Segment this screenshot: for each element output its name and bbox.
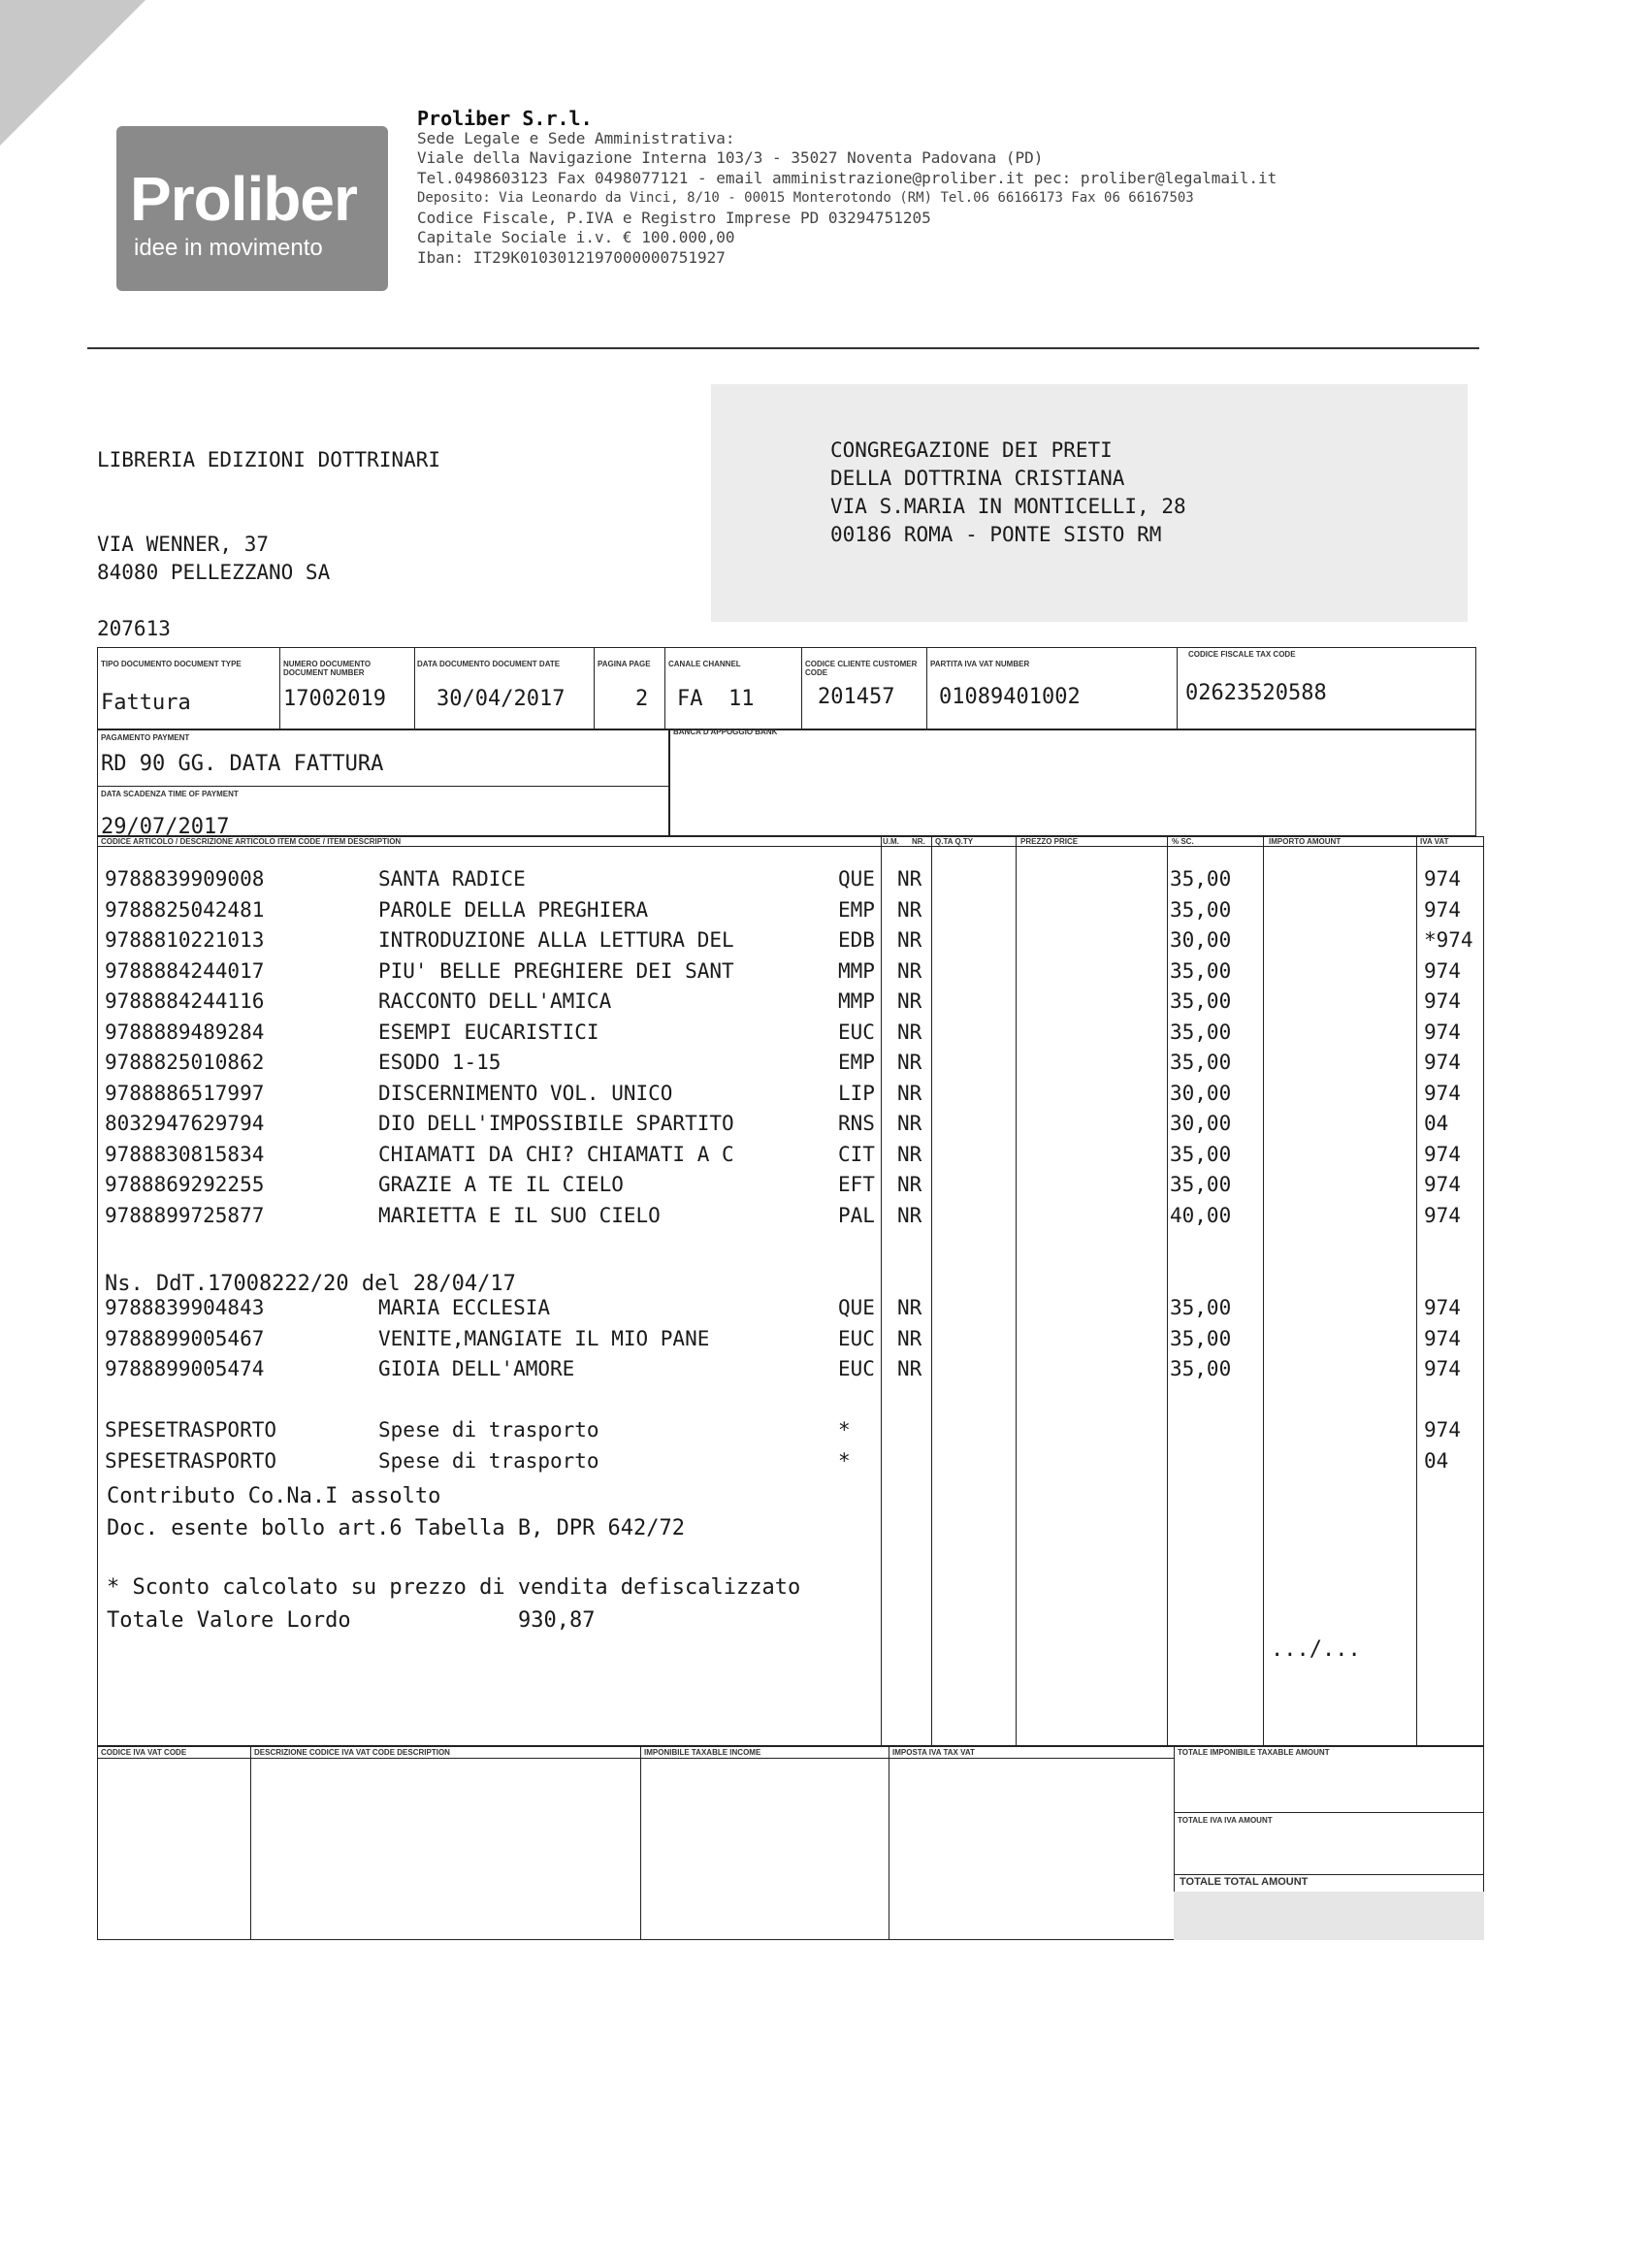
grid-line — [1174, 1874, 1484, 1875]
item-um: CIT — [838, 1142, 875, 1166]
item-nr: NR — [897, 1296, 922, 1319]
item-vat: 974 — [1424, 867, 1461, 891]
item-nr: NR — [897, 1203, 922, 1227]
item-description: RACCONTO DELL'AMICA — [378, 989, 612, 1013]
item-code: 8032947629794 — [105, 1112, 265, 1135]
company-line: Capitale Sociale i.v. € 100.000,00 — [417, 228, 735, 246]
item-description: PIU' BELLE PREGHIERE DEI SANT — [378, 958, 734, 983]
item-vat: 974 — [1424, 1173, 1461, 1196]
item-discount: 35,00 — [1170, 897, 1232, 922]
item-um: RNS — [838, 1112, 875, 1135]
gross-total-value: 930,87 — [518, 1608, 596, 1633]
item-nr: NR — [897, 1173, 922, 1196]
item-description: INTRODUZIONE ALLA LETTURA DEL — [378, 928, 734, 952]
grid-line — [97, 1758, 1174, 1759]
item-description: MARIA ECCLESIA — [378, 1296, 551, 1319]
item-discount: 35,00 — [1170, 1326, 1232, 1350]
note-conai: Contributo Co.Na.I assolto — [107, 1484, 441, 1508]
tax-code-label: CODICE FISCALE TAX CODE — [1188, 650, 1296, 659]
item-um: EUC — [838, 1326, 875, 1350]
item-discount: 35,00 — [1170, 1051, 1232, 1074]
item-vat: 04 — [1424, 1112, 1449, 1135]
item-code: 9788899725877 — [105, 1203, 265, 1227]
column-line — [1016, 836, 1017, 1746]
company-line: Tel.0498603123 Fax 0498077121 - email amministrazione@proliber.it pec: proliber@legalmail.it — [417, 168, 1277, 187]
due-date-value: 29/07/2017 — [101, 815, 230, 839]
item-vat: 974 — [1424, 897, 1461, 922]
item-um: EUC — [838, 1357, 875, 1380]
doc-date-label: DATA DOCUMENTO DOCUMENT DATE — [417, 660, 561, 668]
item-discount: 40,00 — [1170, 1203, 1232, 1227]
ddt-note: Ns. DdT.17008222/20 del 28/04/17 — [105, 1272, 516, 1296]
item-code: 9788884244017 — [105, 958, 265, 983]
item-description: PAROLE DELLA PREGHIERA — [378, 897, 649, 922]
item-description: MARIETTA E IL SUO CIELO — [378, 1203, 661, 1227]
item-description: ESEMPI EUCARISTICI — [378, 1020, 599, 1044]
gross-total-label: Totale Valore Lordo — [107, 1608, 351, 1633]
company-line: Viale della Navigazione Interna 103/3 - 35027 Noventa Padovana (PD) — [417, 148, 1044, 167]
header-divider — [87, 347, 1479, 349]
item-code: 9788899005467 — [105, 1326, 265, 1350]
company-line: Sede Legale e Sede Amministrativa: — [417, 128, 735, 147]
vat-number-value: 01089401002 — [939, 685, 1081, 709]
item-description: VENITE,MANGIATE IL MIO PANE — [378, 1326, 710, 1350]
recipient-line: VIA S.MARIA IN MONTICELLI, 28 — [830, 495, 1186, 518]
item-um: QUE — [838, 867, 875, 891]
item-nr: NR — [897, 1020, 922, 1044]
item-vat: 974 — [1424, 958, 1461, 983]
item-vat: 974 — [1424, 1296, 1461, 1319]
channel-label: CANALE CHANNEL — [668, 660, 741, 668]
item-description: GRAZIE A TE IL CIELO — [378, 1173, 624, 1196]
item-code: SPESETRASPORTO — [105, 1448, 277, 1473]
company-line: Iban: IT29K0103012197000000751927 — [417, 247, 726, 267]
item-description: SANTA RADICE — [378, 867, 526, 891]
doc-number-label: NUMERO DOCUMENTO DOCUMENT NUMBER — [283, 660, 372, 677]
column-line — [881, 836, 882, 1746]
item-nr: NR — [897, 897, 922, 922]
item-vat: 974 — [1424, 1081, 1461, 1105]
company-info — [417, 109, 1277, 268]
item-code: 9788810221013 — [105, 928, 265, 952]
item-code: 9788899005474 — [105, 1357, 265, 1380]
item-discount: 35,00 — [1170, 867, 1232, 891]
item-um: EMP — [838, 1051, 875, 1074]
item-code: 9788825010862 — [105, 1051, 265, 1074]
company-logo — [116, 126, 388, 291]
item-nr: NR — [897, 1081, 922, 1105]
item-um: EFT — [838, 1173, 875, 1196]
column-line — [931, 836, 932, 1746]
grid-line — [1177, 647, 1178, 729]
item-code: 9788839904843 — [105, 1296, 265, 1319]
sender-code: 207613 — [97, 617, 171, 640]
sender-street: VIA WENNER, 37 — [97, 533, 270, 556]
tax-label: IMPOSTA IVA TAX VAT — [892, 1748, 975, 1757]
item-code: 9788839909008 — [105, 867, 265, 891]
item-discount: 35,00 — [1170, 989, 1232, 1013]
note-bollo: Doc. esente bollo art.6 Tabella B, DPR 642/72 — [107, 1516, 686, 1540]
vat-code-label: CODICE IVA VAT CODE — [101, 1748, 187, 1757]
item-nr: NR — [897, 1051, 922, 1074]
due-date-label: DATA SCADENZA TIME OF PAYMENT — [101, 790, 239, 798]
item-nr: NR — [897, 928, 922, 952]
vat-number-label: PARTITA IVA VAT NUMBER — [930, 660, 1030, 668]
item-nr: NR — [897, 867, 922, 891]
col-code-desc: CODICE ARTICOLO / DESCRIZIONE ARTICOLO ITEM CODE / ITEM DESCRIPTION — [101, 837, 402, 846]
item-um: MMP — [838, 958, 875, 983]
item-nr: NR — [897, 1326, 922, 1350]
item-vat: 974 — [1424, 989, 1461, 1013]
doc-type-label: TIPO DOCUMENTO DOCUMENT TYPE — [101, 660, 242, 668]
recipient-line: 00186 ROMA - PONTE SISTO RM — [830, 523, 1162, 546]
company-line: Codice Fiscale, P.IVA e Registro Imprese PD 03294751205 — [417, 208, 931, 227]
item-code: 9788884244116 — [105, 989, 265, 1013]
sender-name: LIBRERIA EDIZIONI DOTTRINARI — [97, 448, 441, 471]
grid-line — [97, 786, 669, 787]
column-header-line — [97, 846, 1484, 847]
item-description: Spese di trasporto — [378, 1448, 599, 1473]
bank-box — [669, 729, 1476, 836]
grid-line — [279, 647, 280, 729]
grid-line — [926, 647, 927, 729]
item-description: CHIAMATI DA CHI? CHIAMATI A C — [378, 1142, 734, 1166]
item-discount: 35,00 — [1170, 1357, 1232, 1380]
item-code: 9788825042481 — [105, 897, 265, 922]
item-nr: NR — [897, 958, 922, 983]
item-um: QUE — [838, 1296, 875, 1319]
item-vat: 974 — [1424, 1020, 1461, 1044]
item-description: ESODO 1-15 — [378, 1051, 501, 1074]
bank-label: BANCA D'APPOGGIO BANK — [673, 728, 778, 736]
payment-label: PAGAMENTO PAYMENT — [101, 733, 190, 742]
col-qty: Q.TA Q.TY — [935, 837, 974, 846]
item-vat: 974 — [1424, 1203, 1461, 1227]
column-line — [1263, 836, 1264, 1746]
doc-date-value: 30/04/2017 — [436, 687, 566, 711]
col-price: PREZZO PRICE — [1020, 837, 1079, 846]
taxable-label: IMPONIBILE TAXABLE INCOME — [644, 1748, 761, 1757]
grid-line — [1174, 1812, 1484, 1813]
item-discount: 35,00 — [1170, 1296, 1232, 1319]
company-line: Deposito: Via Leonardo da Vinci, 8/10 - 00015 Monterotondo (RM) Tel.06 66166173 Fax 06 66167503 — [417, 190, 1194, 206]
item-description: GIOIA DELL'AMORE — [378, 1357, 575, 1380]
item-vat: 974 — [1424, 1357, 1461, 1380]
item-discount: 30,00 — [1170, 1081, 1232, 1105]
item-um: EMP — [838, 897, 875, 922]
page-label: PAGINA PAGE — [598, 660, 651, 668]
item-code: 9788886517997 — [105, 1081, 265, 1105]
recipient-line: CONGREGAZIONE DEI PRETI — [830, 438, 1113, 462]
col-vat: IVA VAT — [1420, 837, 1449, 846]
logo-tagline: idee in movimento — [134, 235, 323, 261]
page-fold — [0, 0, 146, 146]
item-nr: NR — [897, 989, 922, 1013]
page-value: 2 — [635, 687, 649, 711]
item-discount: 30,00 — [1170, 928, 1232, 952]
item-um: EDB — [838, 928, 875, 952]
total-amount-shade — [1174, 1892, 1484, 1940]
column-line — [250, 1746, 251, 1940]
item-vat: *974 — [1424, 928, 1473, 952]
item-vat: 04 — [1424, 1448, 1449, 1473]
item-discount: 35,00 — [1170, 958, 1232, 983]
continuation-mark: .../... — [1271, 1637, 1361, 1662]
column-line — [1167, 836, 1168, 1746]
item-vat: 974 — [1424, 1051, 1461, 1074]
item-nr: NR — [897, 1357, 922, 1380]
item-description: Spese di trasporto — [378, 1418, 599, 1442]
tax-code-value: 02623520588 — [1185, 681, 1327, 705]
item-nr: NR — [897, 1142, 922, 1166]
doc-type-value: Fattura — [101, 691, 191, 715]
grid-line — [801, 647, 802, 729]
total-taxable-label: TOTALE IMPONIBILE TAXABLE AMOUNT — [1178, 1748, 1330, 1757]
col-discount: % SC. — [1172, 837, 1194, 846]
column-line — [640, 1746, 641, 1940]
grid-line — [414, 647, 415, 729]
channel-value: FA 11 — [677, 687, 755, 711]
total-vat-label: TOTALE IVA IVA AMOUNT — [1178, 1816, 1273, 1825]
sender-city: 84080 PELLEZZANO SA — [97, 561, 331, 584]
item-code: 9788869292255 — [105, 1173, 265, 1196]
recipient-address — [830, 437, 1186, 549]
sender-address — [97, 446, 440, 643]
item-um: * — [838, 1418, 851, 1442]
grid-line — [594, 647, 595, 729]
col-amount: IMPORTO AMOUNT — [1269, 837, 1342, 846]
vat-desc-label: DESCRIZIONE CODICE IVA VAT CODE DESCRIPTION — [254, 1748, 450, 1757]
item-um: EUC — [838, 1020, 875, 1044]
company-name: Proliber S.r.l. — [417, 107, 593, 130]
item-code: SPESETRASPORTO — [105, 1418, 277, 1442]
item-code: 9788889489284 — [105, 1020, 265, 1044]
doc-number-value: 17002019 — [283, 687, 386, 711]
total-amount-label: TOTALE TOTAL AMOUNT — [1180, 1876, 1309, 1888]
item-code: 9788830815834 — [105, 1142, 265, 1166]
item-discount: 35,00 — [1170, 1142, 1232, 1166]
col-um: U.M. — [883, 837, 899, 846]
item-vat: 974 — [1424, 1418, 1461, 1442]
item-um: PAL — [838, 1203, 875, 1227]
item-um: * — [838, 1448, 851, 1473]
recipient-line: DELLA DOTTRINA CRISTIANA — [830, 467, 1125, 490]
item-description: DISCERNIMENTO VOL. UNICO — [378, 1081, 673, 1105]
column-line — [1416, 836, 1417, 1746]
item-vat: 974 — [1424, 1326, 1461, 1350]
customer-code-value: 201457 — [818, 685, 895, 709]
item-um: LIP — [838, 1081, 875, 1105]
item-vat: 974 — [1424, 1142, 1461, 1166]
item-nr: NR — [897, 1112, 922, 1135]
item-um: MMP — [838, 989, 875, 1013]
item-discount: 35,00 — [1170, 1020, 1232, 1044]
item-discount: 35,00 — [1170, 1173, 1232, 1196]
item-description: DIO DELL'IMPOSSIBILE SPARTITO — [378, 1112, 734, 1135]
grid-line — [664, 647, 665, 729]
col-nr: NR. — [912, 837, 925, 846]
discount-note: * Sconto calcolato su prezzo di vendita defiscalizzato — [107, 1575, 801, 1600]
customer-code-label: CODICE CLIENTE CUSTOMER CODE — [805, 660, 918, 677]
item-discount: 30,00 — [1170, 1112, 1232, 1135]
logo-wordmark: Proliber — [130, 164, 357, 234]
payment-value: RD 90 GG. DATA FATTURA — [101, 752, 384, 776]
